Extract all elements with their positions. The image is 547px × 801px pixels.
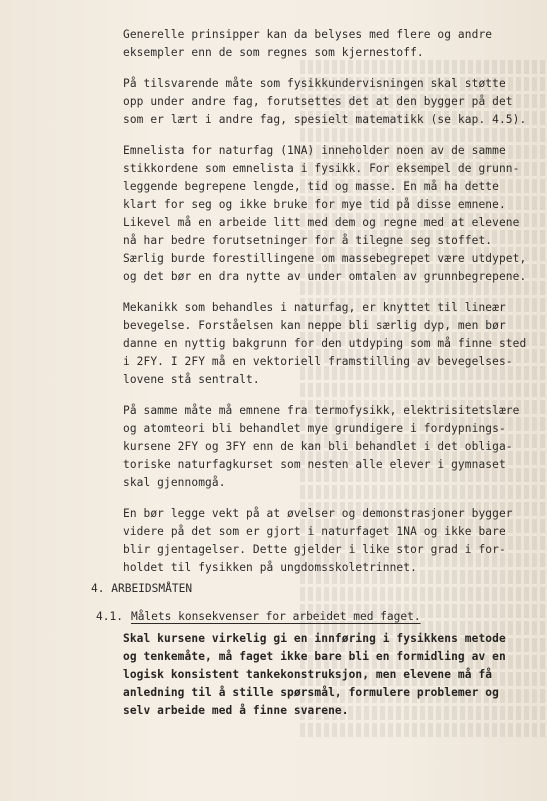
section-heading (91, 580, 192, 598)
text-line: Likevel må en arbeide litt med dem og regne med at elevene (123, 216, 520, 229)
text-line: skal gjennomgå. (123, 476, 226, 489)
text-line: Mekanikk som behandles i naturfag, er knyttet til lineær (123, 301, 506, 314)
text-line: toriske naturfagkurset som nesten alle elever i gymnaset (123, 458, 506, 471)
paragraph-4 (123, 299, 543, 389)
text-line: holdet til fysikken på ungdomsskoletrinnet. (123, 561, 417, 574)
paragraph-3 (123, 142, 543, 286)
section-number: 4. (91, 582, 105, 595)
text-line: opp under andre fag, forutsettes det at den bygger på det (123, 95, 513, 108)
text-line: og atomteori bli behandlet mye grundigere i fordypnings- (123, 422, 506, 435)
text-line: danne en nyttig bakgrunn for den utdyping som må finne sted (123, 337, 527, 350)
text-line: Skal kursene virkelig gi en innføring i fysikkens metode (123, 632, 506, 645)
text-line: Generelle prinsipper kan da belyses med flere og andre (123, 28, 493, 41)
paragraph-2 (123, 75, 543, 129)
text-line: videre på det som er gjort i naturfaget 1NA og ikke bare (123, 525, 506, 538)
subsection-number: 4.1. (96, 610, 123, 623)
paragraph-7 (123, 630, 543, 720)
text-line: kursene 2FY og 3FY enn de kan bli behandlet i det obliga- (123, 440, 513, 453)
text-line: leggende begrepene lengde, tid og masse. En må ha dette (123, 180, 499, 193)
text-line: eksempler enn de som regnes som kjernestoff. (123, 46, 424, 59)
text-line: En bør legge vekt på at øvelser og demonstrasjoner bygger (123, 507, 513, 520)
text-line: selv arbeide med å finne svarene. (123, 704, 349, 717)
text-line: klart for seg og ikke bruke for mye tid på disse emnene. (123, 198, 506, 211)
paragraph-6 (123, 505, 543, 577)
paragraph-5 (123, 402, 543, 492)
section-title: ARBEIDSMÅTEN (111, 582, 193, 595)
text-line: lovene stå sentralt. (123, 373, 260, 386)
text-line: som er lært i andre fag, spesielt matematikk (se kap. 4.5). (123, 113, 527, 126)
text-line: i 2FY. I 2FY må en vektoriell framstilling av bevegelses- (123, 355, 513, 368)
text-line: På samme måte må emnene fra termofysikk, elektrisitetslære (123, 404, 520, 417)
subsection-heading (96, 608, 421, 626)
text-line: nå har bedre forutsetninger for å tilegne seg stoffet. (123, 234, 493, 247)
text-line: logisk konsistent tankekonstruksjon, men elevene må få (123, 668, 493, 681)
paragraph-1 (123, 26, 543, 62)
text-line: blir gjentagelser. Dette gjelder i like stor grad i for- (123, 543, 506, 556)
text-line: og tenkemåte, må faget ikke bare bli en formidling av en (123, 650, 506, 663)
text-line: anledning til å stille spørsmål, formulere problemer og (123, 686, 499, 699)
body-text (123, 26, 543, 590)
final-paragraph (123, 630, 543, 733)
text-line: bevegelse. Forståelsen kan neppe bli særlig dyp, men bør (123, 319, 506, 332)
text-line: På tilsvarende måte som fysikkundervisningen skal støtte (123, 77, 506, 90)
text-line: og det bør en dra nytte av under omtalen av grunnbegrepene. (123, 270, 527, 283)
text-line: stikkordene som emnelista i fysikk. For eksempel de grunn- (123, 162, 520, 175)
text-line: Særlig burde forestillingene om massebegrepet være utdypet, (123, 252, 527, 265)
text-line: Emnelista for naturfag (1NA) inneholder noen av de samme (123, 144, 506, 157)
subsection-title: Målets konsekvenser for arbeidet med faget. (130, 610, 421, 623)
